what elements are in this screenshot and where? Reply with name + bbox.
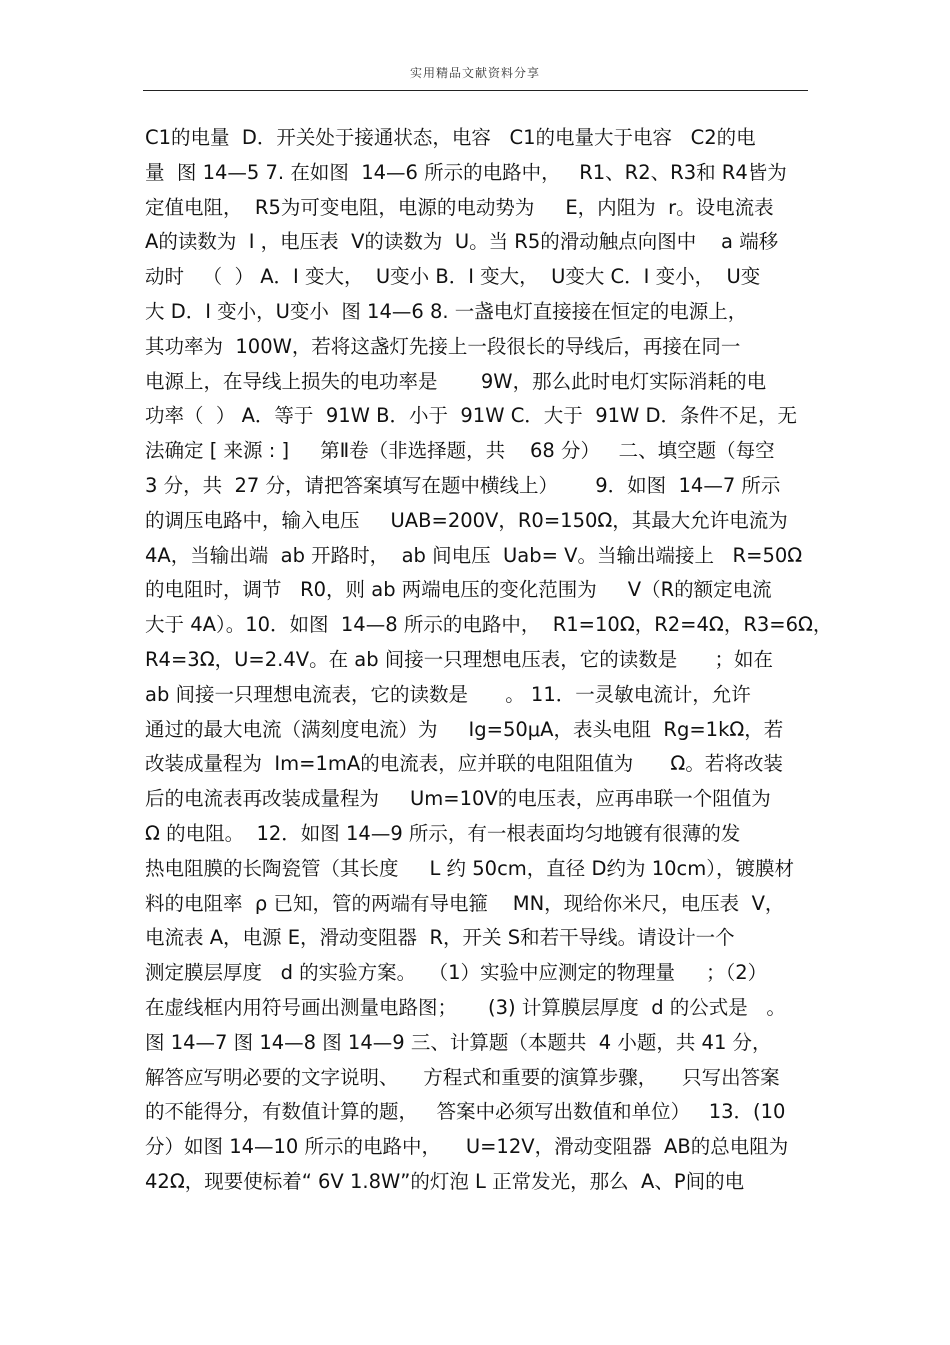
text-line: 改装成量程为 Im=1mA的电流表，应并联的电阻阻值为 Ω。若将改装 [145,752,783,776]
text-line: 后的电流表再改装成量程为 Um=10V的电压表，应再串联一个阻值为 [145,787,771,811]
text-line: R4=3Ω，U=2.4V。在 ab 间接一只理想电压表，它的读数是 ；如在 [145,647,773,671]
text-line: 法确定 [ 来源 : ] 第Ⅱ卷（非选择题，共 68 分） 二、填空题（每空 [145,439,775,463]
text-line: 解答应写明必要的文字说明、 方程式和重要的演算步骤， 只写出答案 [145,1065,780,1089]
text-line: 测定膜层厚度 d 的实验方案。 （1）实验中应测定的物理量 ；（2） [145,961,768,985]
page-header-title: 实用精品文献资料分享 [409,66,540,80]
text-line: 大于 4A）。10．如图 14—8 所示的电路中， R1=10Ω，R2=4Ω，R3=6Ω， [145,613,833,637]
text-line: 功率（ ） A．等于 91W B．小于 91W C．大于 91W D．条件不足，无 [145,404,798,428]
text-line: 量 图 14—5 7. 在如图 14—6 所示的电路中， R1、R2、R3和 R4皆为 [145,160,787,184]
text-line: C1的电量 D．开关处于接通状态，电容 C1的电量大于电容 C2的电 [145,126,756,149]
text-line: 料的电阻率 ρ 已知，管的两端有导电箍 MN，现给你米尺，电压表 V， [145,891,785,915]
text-line: 的电阻时，调节 R0，则 ab 两端电压的变化范围为 V（R的额定电流 [145,578,772,602]
text-line: 定值电阻， R5为可变电阻，电源的电动势为 E，内阻为 r。设电流表 [145,195,774,219]
text-line: 其功率为 100W，若将这盏灯先接上一段很长的导线后，再接在同一 [145,334,741,358]
text-line: 通过的最大电流（满刻度电流）为 Ig=50μA，表头电阻 Rg=1kΩ，若 [145,717,784,741]
text-line: A的读数为 I ，电压表 V的读数为 U。当 R5的滑动触点向图中 a 端移 [145,230,779,254]
document-body [145,121,833,1200]
text-line: 分）如图 14—10 所示的电路中， U=12V，滑动变阻器 AB的总电阻为 [145,1135,789,1159]
text-line: 热电阻膜的长陶瓷管（其长度 L 约 50cm，直径 D约为 10cm），镀膜材 [145,856,794,880]
text-line: 大 D．I 变小，U变小 图 14—6 8. 一盏电灯直接接在恒定的电源上， [145,299,748,323]
text-line: Ω 的电阻。 12．如图 14—9 所示，有一根表面均匀地镀有很薄的发 [145,821,741,845]
text-line: ab 间接一只理想电流表，它的读数是 。 11．一灵敏电流计，允许 [145,682,751,706]
text-line: 的调压电路中，输入电压 UAB=200V，R0=150Ω，其最大允许电流为 [145,508,788,532]
header-divider [143,90,808,91]
text-line: 3 分，共 27 分，请把答案填写在题中横线上） 9．如图 14—7 所示 [145,473,781,497]
text-line: 的不能得分，有数值计算的题， 答案中必须写出数值和单位） 13．(10 [145,1100,786,1124]
text-line: 4A，当输出端 ab 开路时， ab 间电压 Uab= V。当输出端接上 R=50Ω [145,543,803,567]
text-line: 42Ω，现要使标着“ 6V 1.8W”的灯泡 L 正常发光，那么 A、P间的电 [145,1169,745,1193]
text-line: 电源上，在导线上损失的电功率是 9W，那么此时电灯实际消耗的电 [145,369,767,393]
text-line: 图 14—7 图 14—8 图 14—9 三、计算题（本题共 4 小题，共 41 分， [145,1030,772,1054]
text-line: 动时 （ ） A．I 变大， U变小 B．I 变大， U变大 C．I 变小， U变 [145,265,761,289]
text-line: 在虚线框内用符号画出测量电路图； (3) 计算膜层厚度 d 的公式是 。 [145,995,786,1019]
text-line: 电流表 A，电源 E，滑动变阻器 R，开关 S和若干导线。请设计一个 [145,926,735,950]
